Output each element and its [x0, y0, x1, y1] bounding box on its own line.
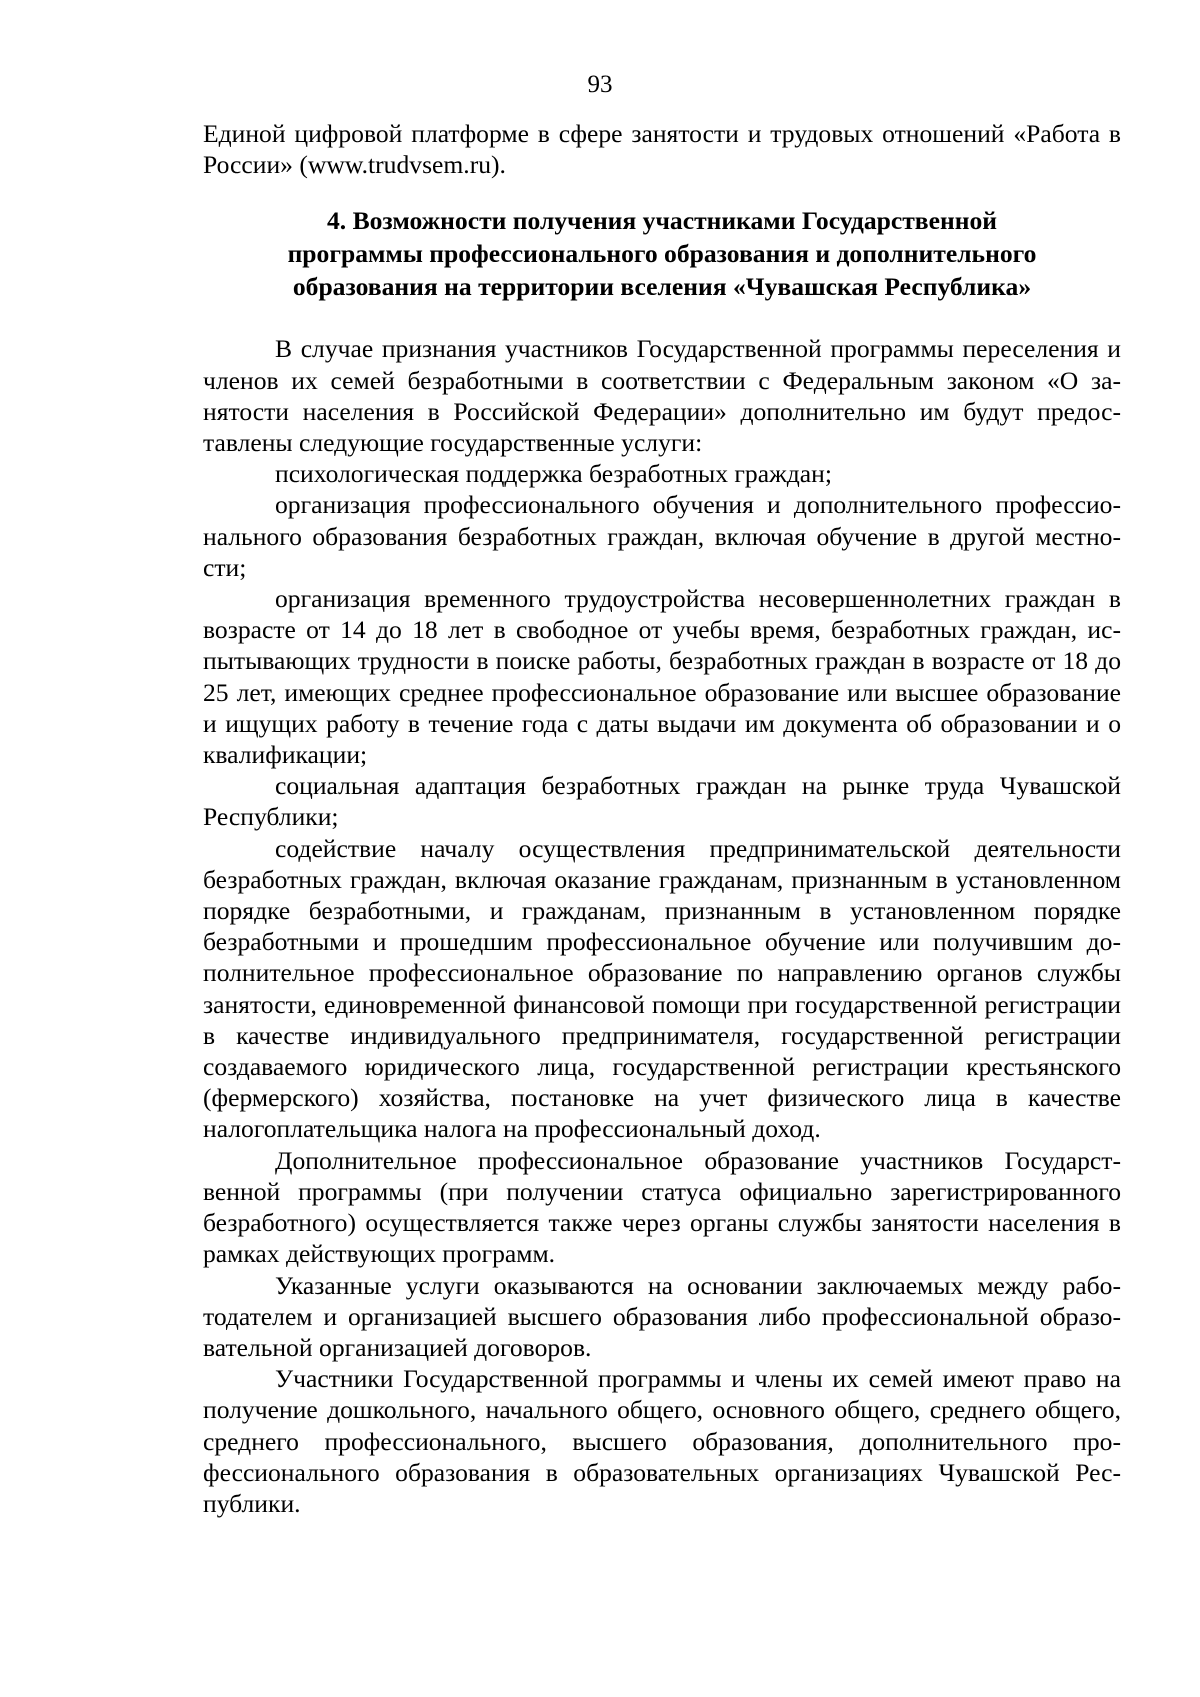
list-item-psychological-support: психологическая поддержка безработных граждан; [275, 459, 832, 489]
paragraph-education-rights: Участники Государственной программы и члены их семей имеют право на получение дошкольного, начального общего, основного общего, среднего общего, среднего профессионального, высшего образования, дополнительного профессионального образования в образовательных организациях Чувашской Республики. [203, 1364, 1121, 1518]
list-item-professional-training: организация профессионального обучения и дополнительного профессионального образования безработных граждан, включая обучение в другой местности; [203, 490, 1121, 582]
page-number: 93 [587, 71, 613, 98]
paragraph-services-contracts: Указанные услуги оказываются на основании заключаемых между работодателем и организацией высшего образования либо профессиональной образовательной организацией договоров. [203, 1270, 1121, 1362]
list-item-social-adaptation: социальная адаптация безработных граждан на рынке труда Чувашской Республики; [203, 771, 1121, 832]
list-item-entrepreneurship-support: содействие началу осуществления предпринимательской деятельности безработных граждан, включая оказание гражданам, признанным в установленном порядке безработными, и гражданам, признанным в установленном порядке безработными и прошедшим профессиональное обучение или получившим дополнительное профессиональное образование по направлению органов службы занятости, единовременной финансовой помощи при государственной регистрации в качестве индивидуального предпринимателя, государственной регистрации создаваемого юридического лица, государственной регистрации крестьянского (фермерского) хозяйства, постановке на учет физического лица в качестве налогоплательщика налога на профессиональный доход. [203, 833, 1121, 1144]
paragraph-services-intro: В случае признания участников Государственной программы переселения и членов их семей безработными в соответствии с Федеральным законом «О занятости населения в Российской Федерации» дополнительно им будут предоставлены следующие государственные услуги: [203, 334, 1121, 458]
paragraph-additional-education: Дополнительное профессиональное образование участников Государственной программы (при получении статуса официально зарегистрированного безработного) осуществляется также через органы службы занятости населения в рамках действующих программ. [203, 1145, 1121, 1269]
list-item-temporary-employment: организация временного трудоустройства несовершеннолетних граждан в возрасте от 14 до 18 лет в свободное от учебы время, безработных граждан, испытывающих трудности в поиске работы, безработных граждан в возрасте от 18 до 25 лет, имеющих среднее профессиональное образование или высшее образование и ищущих работу в течение года с даты выдачи им документа об образовании и о квалификации; [203, 584, 1121, 770]
document-body [203, 118, 1121, 1519]
lead-paragraph: Единой цифровой платформе в сфере занятости и трудовых отношений «Работа в России» (www.trudvsem.ru). [203, 119, 1121, 180]
section-heading: 4. Возможности получения участниками Государственной программы профессионального образования и дополнительного образования на территории вселения «Чувашская Республика» [287, 206, 1037, 302]
